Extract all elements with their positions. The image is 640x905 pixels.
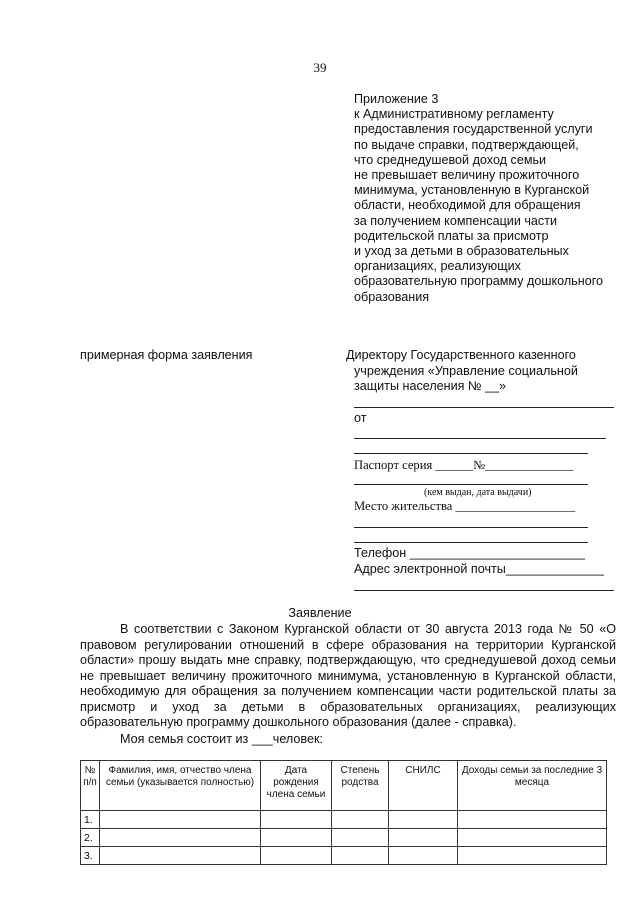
- table-cell[interactable]: [261, 811, 332, 829]
- blank-line[interactable]: [354, 542, 588, 543]
- col-name-header: Фамилия, имя, отчество члена семьи (указывается полностью): [100, 761, 261, 811]
- row-number: 2.: [81, 829, 100, 847]
- addressee-line: защиты населения № __»: [354, 379, 507, 394]
- table-cell[interactable]: [100, 811, 261, 829]
- statement-paragraph: В соответствии с Законом Курганской области от 30 августа 2013 года № 50 «О правовом регулировании отношений в сфере образования на территории Курганской области» прошу выдать мне справку, подтверждающую, что среднедушевой доход семьи не превышает величину прожиточного минимума, установленную в Курганской области, необходимую для обращения за получением компенсации части родительской платы за присмотр и уход за детьми в образовательных организациях, реализующих образовательную программу дошкольного образования (далее - справка).: [80, 622, 616, 729]
- passport-field[interactable]: Паспорт серия ______№______________: [354, 458, 574, 472]
- family-size-line: Моя семья состоит из ___человек:: [120, 732, 323, 746]
- blank-line[interactable]: [354, 590, 614, 591]
- table-cell[interactable]: [389, 847, 458, 865]
- appendix-line: Приложение 3: [354, 92, 439, 106]
- appendix-line: и уход за детьми в образовательных: [354, 244, 569, 259]
- appendix-line: минимума, установленную в Курганской: [354, 183, 590, 198]
- table-header-row: [81, 761, 607, 811]
- appendix-header: [354, 92, 614, 305]
- table-cell[interactable]: [458, 829, 607, 847]
- table-cell[interactable]: [261, 829, 332, 847]
- table-cell[interactable]: [332, 829, 389, 847]
- addressee-line: Директору Государственного казенного: [346, 348, 576, 362]
- from-label: от: [354, 411, 367, 425]
- appendix-line: что среднедушевой доход семьи: [354, 152, 547, 167]
- table-cell[interactable]: [100, 829, 261, 847]
- row-number: 3.: [81, 847, 100, 865]
- appendix-line: образования: [354, 289, 430, 304]
- row-number: 1.: [81, 811, 100, 829]
- appendix-line: родительской платы за присмотр: [354, 228, 549, 243]
- appendix-line: предоставления государственной услуги: [354, 122, 593, 137]
- statement-title: Заявление: [288, 606, 352, 620]
- blank-line[interactable]: [354, 407, 614, 408]
- appendix-line: области, необходимой для обращения: [354, 198, 581, 213]
- col-snils-header: СНИЛС: [389, 761, 458, 811]
- appendix-line: не превышает величину прожиточного: [354, 168, 580, 183]
- blank-line[interactable]: [354, 484, 588, 485]
- table-row: [81, 829, 607, 847]
- appendix-line: организациях, реализующих: [354, 259, 521, 274]
- appendix-line: образовательную программу дошкольного: [354, 274, 604, 289]
- addressee-line: учреждения «Управление социальной: [354, 363, 578, 378]
- phone-field[interactable]: Телефон _________________________: [354, 546, 585, 560]
- sample-form-label: примерная форма заявления: [80, 348, 253, 362]
- appendix-line: за получением компенсации части: [354, 213, 558, 228]
- addressee-block: [346, 348, 616, 395]
- email-field[interactable]: Адрес электронной почты______________: [354, 562, 604, 576]
- residence-field[interactable]: Место жительства ___________________: [354, 499, 576, 513]
- table-cell[interactable]: [332, 811, 389, 829]
- family-table: [80, 760, 607, 865]
- table-cell[interactable]: [261, 847, 332, 865]
- issued-note: (кем выдан, дата выдачи): [424, 487, 532, 498]
- appendix-line: к Административному регламенту: [354, 107, 554, 122]
- page-number: 39: [313, 60, 327, 75]
- table-cell[interactable]: [458, 811, 607, 829]
- blank-line[interactable]: [354, 453, 588, 454]
- col-birthdate-header: Дата рождения члена семьи: [261, 761, 332, 811]
- table-cell[interactable]: [100, 847, 261, 865]
- table-row: [81, 847, 607, 865]
- blank-line[interactable]: [354, 527, 588, 528]
- col-income-header: Доходы семьи за последние 3 месяца: [458, 761, 607, 811]
- table-cell[interactable]: [458, 847, 607, 865]
- table-cell[interactable]: [389, 829, 458, 847]
- blank-line[interactable]: [354, 438, 606, 439]
- appendix-line: по выдаче справки, подтверждающей,: [354, 137, 579, 152]
- table-cell[interactable]: [389, 811, 458, 829]
- col-relation-header: Степень родства: [332, 761, 389, 811]
- col-number-header: № п/п: [81, 761, 100, 811]
- table-cell[interactable]: [332, 847, 389, 865]
- table-row: [81, 811, 607, 829]
- statement-body: [80, 622, 616, 731]
